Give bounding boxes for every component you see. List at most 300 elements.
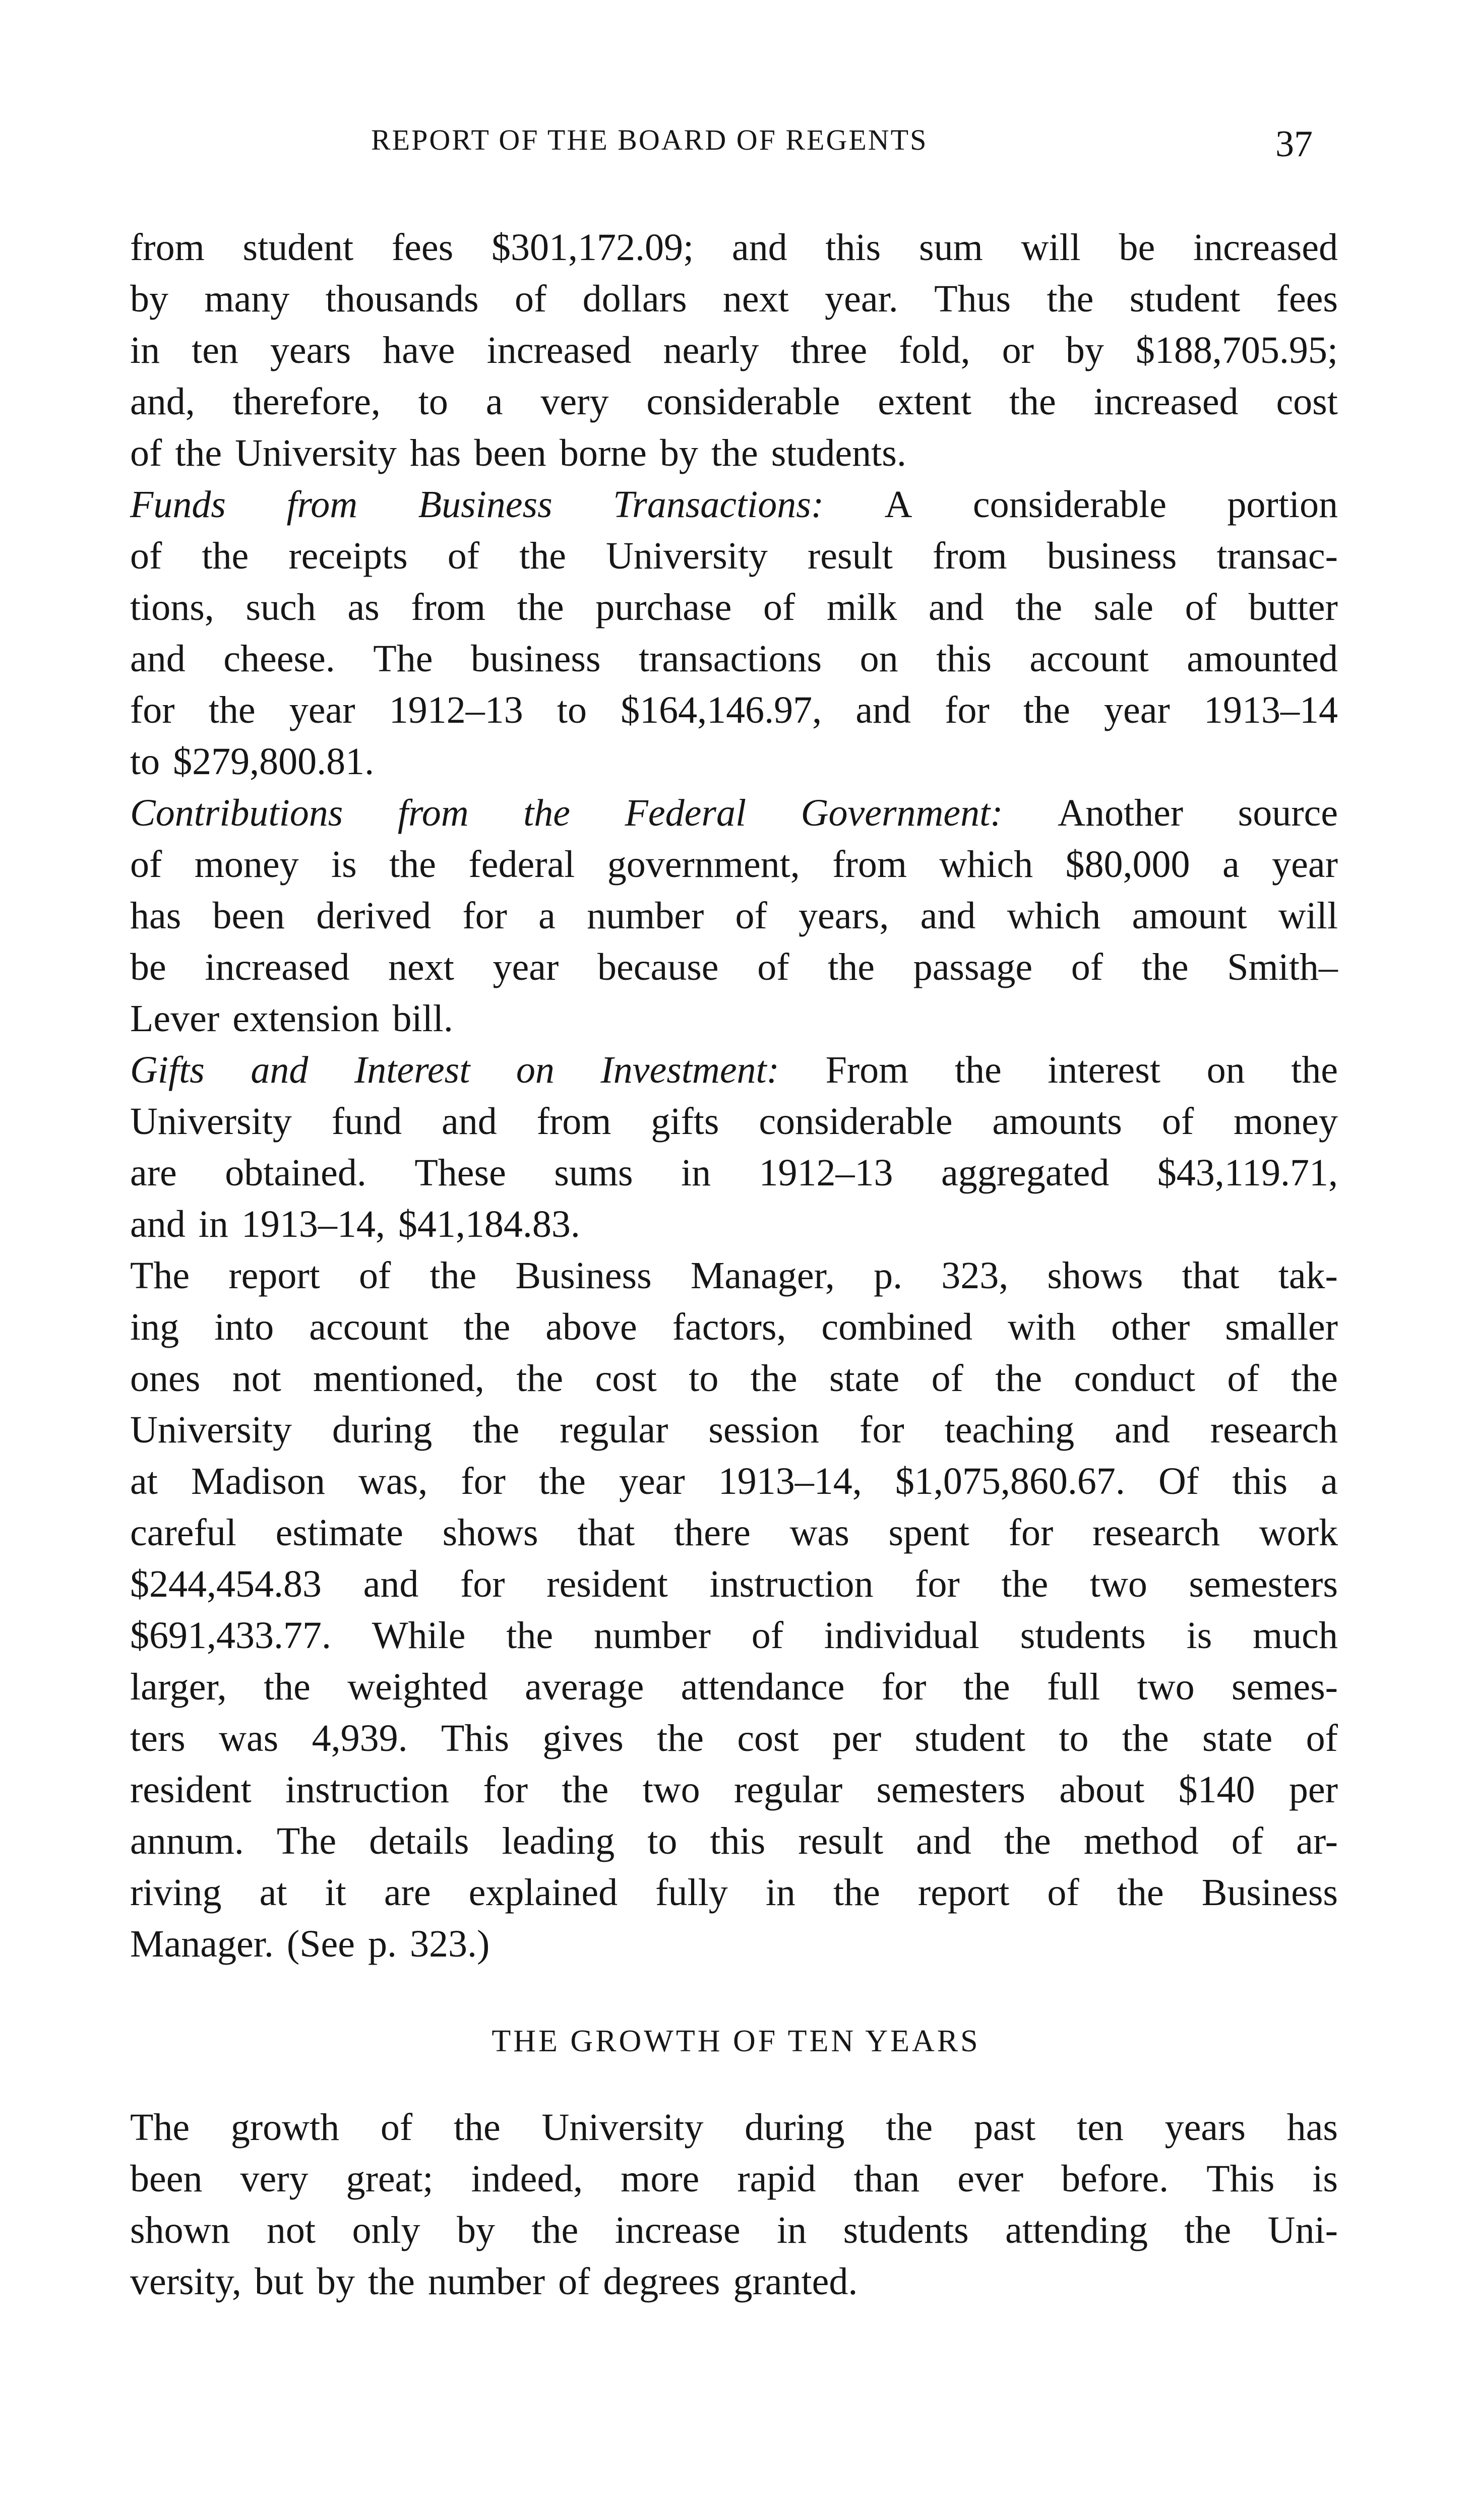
word: method: [1083, 1820, 1199, 1862]
word: from: [832, 843, 907, 886]
word: riving: [130, 1871, 222, 1914]
word: session: [708, 1409, 819, 1451]
italic-word: Investment:: [600, 1049, 779, 1091]
italic-word: Gifts: [130, 1049, 205, 1091]
word: Thus: [934, 278, 1011, 320]
word: are: [384, 1871, 431, 1914]
word: to: [689, 1357, 719, 1400]
text-line: [130, 839, 1338, 890]
word: extent: [878, 381, 971, 423]
word: is: [1186, 1614, 1212, 1657]
word: 323.): [409, 1923, 490, 1965]
word: be: [130, 946, 166, 988]
word: the: [1291, 1357, 1338, 1400]
word: business: [470, 638, 601, 680]
word: University: [130, 1100, 292, 1143]
word: from: [130, 226, 205, 269]
word: 1913–14,: [718, 1460, 862, 1502]
word: number: [593, 1614, 711, 1657]
word: passage: [913, 946, 1033, 988]
word: been: [474, 432, 546, 474]
word: business: [1047, 535, 1177, 577]
word: to: [418, 381, 448, 423]
word: ones: [130, 1357, 201, 1400]
word: not: [266, 2209, 316, 2251]
word: A: [884, 483, 912, 526]
word: it: [325, 1871, 346, 1914]
word: purchase: [595, 586, 732, 628]
word: and: [130, 638, 186, 680]
word: derived: [316, 895, 432, 937]
word: the: [954, 1049, 1002, 1091]
word: 1913–14: [1203, 689, 1338, 731]
word: and: [442, 1100, 497, 1143]
text-line: [130, 427, 1338, 479]
word: resident: [546, 1563, 668, 1605]
word: explained: [468, 1871, 618, 1914]
word: such: [246, 586, 316, 628]
word: degrees: [603, 2260, 720, 2303]
word: at: [130, 1460, 158, 1502]
word: about: [1059, 1769, 1145, 1811]
word: increased: [1093, 381, 1239, 423]
word: this: [710, 1820, 766, 1862]
word: are: [130, 1152, 177, 1194]
word: the: [208, 689, 256, 731]
text-line: [130, 582, 1338, 633]
text-line: [130, 2256, 1338, 2307]
text-line: [130, 1250, 1338, 1301]
word: the: [1023, 689, 1070, 731]
word: was,: [358, 1460, 428, 1502]
word: interest: [1048, 1049, 1160, 1091]
word: receipts: [288, 535, 408, 577]
word: during: [332, 1409, 433, 1451]
word: the: [519, 535, 566, 577]
word: that: [1182, 1254, 1240, 1297]
word: will: [1278, 895, 1338, 937]
word: average: [525, 1666, 644, 1708]
word: mentioned,: [313, 1357, 484, 1400]
word: the: [368, 2260, 415, 2303]
word: the: [517, 586, 564, 628]
word: in: [777, 2209, 807, 2251]
word: ar-: [1296, 1820, 1338, 1862]
word: and,: [130, 381, 195, 423]
word: $140: [1178, 1769, 1255, 1811]
word: per: [1289, 1769, 1338, 1811]
word: was: [789, 1511, 849, 1554]
text-line: [130, 2153, 1338, 2204]
section-heading: THE GROWTH OF TEN YEARS: [492, 2024, 980, 2058]
word: The: [373, 638, 433, 680]
word: by: [130, 278, 168, 320]
word: considerable: [759, 1100, 953, 1143]
word: for: [461, 1460, 506, 1502]
word: from: [536, 1100, 611, 1143]
word: semesters: [876, 1769, 1025, 1811]
word: from: [932, 535, 1007, 577]
word: the: [657, 1717, 704, 1759]
word: considerable: [646, 381, 840, 423]
text-line: [130, 2102, 1338, 2153]
word: at: [259, 1871, 287, 1914]
word: federal: [468, 843, 575, 886]
word: and: [731, 226, 787, 269]
word: for: [130, 689, 175, 731]
word: to: [647, 1820, 678, 1862]
word: by: [659, 432, 698, 474]
italic-word: Funds: [130, 483, 226, 526]
word: a: [538, 895, 556, 937]
word: the: [886, 2106, 933, 2149]
word: $188,705.95;: [1135, 329, 1338, 371]
word: students.: [771, 432, 906, 474]
text-line: [130, 736, 1338, 787]
word: the: [531, 2209, 579, 2251]
word: regular: [560, 1409, 668, 1451]
word: gives: [542, 1717, 624, 1759]
word: weighted: [347, 1666, 488, 1708]
word: the: [562, 1769, 609, 1811]
word: individual: [824, 1614, 979, 1657]
word: the: [1015, 586, 1063, 628]
word: attendance: [681, 1666, 845, 1708]
word: and: [916, 1820, 971, 1862]
word: in: [681, 1152, 711, 1194]
text-line: [130, 479, 1338, 530]
word: of: [751, 1614, 784, 1657]
word: $691,433.77.: [130, 1614, 331, 1657]
word: Smith–: [1227, 946, 1338, 988]
word: is: [1312, 2158, 1338, 2200]
text-line: [130, 1044, 1338, 1096]
word: very: [540, 381, 609, 423]
word: the: [506, 1614, 554, 1657]
word: is: [331, 843, 357, 886]
word: the: [1004, 1820, 1051, 1862]
word: only: [352, 2209, 420, 2251]
italic-word: the: [523, 792, 570, 834]
word: for: [915, 1563, 960, 1605]
word: semesters: [1189, 1563, 1338, 1605]
word: and: [928, 586, 984, 628]
word: shows: [442, 1511, 538, 1554]
word: to: [1059, 1717, 1089, 1759]
word: research: [1210, 1409, 1338, 1451]
word: but: [254, 2260, 304, 2303]
word: the: [472, 1409, 520, 1451]
word: versity,: [130, 2260, 241, 2303]
word: very: [240, 2158, 309, 2200]
word: ten: [192, 329, 238, 371]
word: than: [853, 2158, 920, 2200]
word: portion: [1227, 483, 1338, 526]
word: the: [1009, 381, 1056, 423]
word: there: [674, 1511, 751, 1554]
word: cost: [595, 1357, 657, 1400]
word: students: [1020, 1614, 1146, 1657]
word: and: [855, 689, 911, 731]
word: year: [289, 689, 355, 731]
word: from: [411, 586, 486, 628]
word: of: [514, 278, 547, 320]
word: which: [939, 843, 1033, 886]
running-title: REPORT OF THE BOARD OF REGENTS: [371, 123, 928, 156]
word: of: [1306, 1717, 1338, 1759]
word: the: [1122, 1717, 1169, 1759]
word: in: [198, 1203, 228, 1245]
word: been: [130, 2158, 203, 2200]
word: growth: [230, 2106, 340, 2149]
word: University: [235, 432, 397, 474]
word: indeed,: [471, 2158, 583, 2200]
word: considerable: [972, 483, 1167, 526]
word: much: [1253, 1614, 1338, 1657]
running-head: [0, 120, 1472, 165]
word: years,: [799, 895, 889, 937]
word: year: [619, 1460, 685, 1502]
word: estimate: [275, 1511, 403, 1554]
word: the: [1184, 2209, 1232, 2251]
word: The: [130, 1254, 190, 1297]
word: the: [833, 1871, 880, 1914]
word: nearly: [663, 329, 759, 371]
italic-word: Federal: [625, 792, 747, 834]
word: for: [945, 689, 990, 731]
word: of: [757, 946, 789, 988]
word: for: [1008, 1511, 1054, 1554]
word: amount: [1132, 895, 1247, 937]
text-line: [130, 1456, 1338, 1507]
word: instruction: [709, 1563, 874, 1605]
word: $279,800.81.: [173, 740, 375, 783]
word: the: [1047, 278, 1094, 320]
italic-word: Interest: [354, 1049, 470, 1091]
word: cheese.: [223, 638, 335, 680]
word: fund: [331, 1100, 402, 1143]
word: transac-: [1216, 535, 1338, 577]
word: conduct: [1074, 1357, 1196, 1400]
word: $1,075,860.67.: [895, 1460, 1125, 1502]
word: or: [1002, 329, 1034, 371]
text-line: [130, 222, 1338, 273]
word: a: [485, 381, 503, 423]
text-line: [130, 787, 1338, 839]
word: the: [463, 1306, 511, 1348]
word: number: [427, 2260, 545, 2303]
word: have: [383, 329, 455, 371]
text-line: [130, 1199, 1338, 1250]
word: leading: [502, 1820, 615, 1862]
word: for: [881, 1666, 927, 1708]
word: of: [130, 432, 162, 474]
word: cost: [737, 1717, 799, 1759]
word: of: [931, 1357, 963, 1400]
word: shown: [130, 2209, 230, 2251]
word: report: [228, 1254, 320, 1297]
word: number: [587, 895, 704, 937]
word: The: [130, 2106, 190, 2149]
word: the: [202, 535, 249, 577]
text-line: [130, 1815, 1338, 1867]
word: p.: [367, 1923, 397, 1965]
word: result: [807, 535, 893, 577]
text-line: [130, 1404, 1338, 1456]
word: before.: [1061, 2158, 1169, 2200]
text-line: [130, 325, 1338, 376]
italic-word: on: [516, 1049, 555, 1091]
italic-word: Government:: [801, 792, 1003, 834]
word: sum: [919, 226, 983, 269]
word: spent: [888, 1511, 969, 1554]
word: because: [597, 946, 719, 988]
word: which: [1007, 895, 1101, 937]
word: resident: [130, 1769, 252, 1811]
word: thousands: [325, 278, 479, 320]
word: was: [219, 1717, 279, 1759]
word: fully: [655, 1871, 728, 1914]
word: next: [722, 278, 789, 320]
text-line: [130, 684, 1338, 736]
word: rapid: [737, 2158, 816, 2200]
word: Lever: [130, 997, 220, 1040]
body-text: [130, 222, 1338, 1970]
word: and: [363, 1563, 419, 1605]
word: This: [441, 1717, 510, 1759]
word: two: [1137, 1666, 1195, 1708]
word: $43,119.71,: [1157, 1152, 1338, 1194]
word: of: [1227, 1357, 1259, 1400]
word: the: [711, 432, 758, 474]
word: next: [388, 946, 454, 988]
word: fees: [1276, 278, 1338, 320]
page-number: 37: [1275, 123, 1313, 165]
word: of: [558, 2260, 590, 2303]
word: $164,146.97,: [621, 689, 822, 731]
word: to: [130, 740, 160, 783]
text-line: [130, 1764, 1338, 1815]
word: annum.: [130, 1820, 244, 1862]
word: details: [369, 1820, 469, 1862]
italic-word: from: [286, 483, 358, 526]
word: of: [358, 1254, 391, 1297]
word: government,: [607, 843, 800, 886]
word: the: [750, 1357, 798, 1400]
word: this: [825, 226, 881, 269]
word: year: [1104, 689, 1170, 731]
word: report: [917, 1871, 1010, 1914]
word: careful: [130, 1511, 236, 1554]
word: during: [745, 2106, 845, 2149]
word: account: [1029, 638, 1149, 680]
word: smaller: [1225, 1306, 1338, 1348]
word: p.: [874, 1254, 903, 1297]
word: great;: [346, 2158, 434, 2200]
text-line: [130, 941, 1338, 993]
word: fold,: [899, 329, 970, 371]
word: on: [1206, 1049, 1245, 1091]
word: University: [606, 535, 768, 577]
word: The: [276, 1820, 337, 1862]
word: for: [462, 895, 507, 937]
word: transactions: [639, 638, 822, 680]
word: These: [414, 1152, 506, 1194]
word: result: [798, 1820, 884, 1862]
text-line: [130, 1558, 1338, 1610]
word: instruction: [285, 1769, 450, 1811]
word: has: [1286, 2106, 1338, 2149]
word: the: [539, 1460, 586, 1502]
word: regular: [733, 1769, 843, 1811]
word: full: [1047, 1666, 1100, 1708]
word: cost: [1276, 381, 1338, 423]
text-line: [130, 530, 1338, 582]
word: bill.: [392, 997, 453, 1040]
word: 4,939.: [312, 1717, 408, 1759]
word: past: [973, 2106, 1036, 2149]
text-line: [130, 1867, 1338, 1918]
word: students: [843, 2209, 969, 2251]
word: $244,454.83: [130, 1563, 322, 1605]
word: amounted: [1187, 638, 1338, 680]
word: for: [483, 1769, 528, 1811]
word: year: [1272, 843, 1338, 886]
italic-word: and: [251, 1049, 309, 1091]
word: many: [204, 278, 290, 320]
word: fees: [391, 226, 454, 269]
word: larger,: [130, 1666, 227, 1708]
word: tions,: [130, 586, 214, 628]
word: milk: [826, 586, 897, 628]
word: combined: [821, 1306, 973, 1348]
word: years: [1164, 2106, 1246, 2149]
word: aggregated: [941, 1152, 1110, 1194]
word: the: [963, 1666, 1010, 1708]
word: a: [1321, 1460, 1338, 1502]
word: in: [130, 329, 160, 371]
word: of: [1071, 946, 1103, 988]
word: the: [389, 843, 436, 886]
word: student: [914, 1717, 1026, 1759]
word: for: [460, 1563, 505, 1605]
text-line: [130, 1147, 1338, 1199]
word: of: [1047, 1871, 1079, 1914]
word: and: [920, 895, 976, 937]
word: and: [1115, 1409, 1170, 1451]
word: will: [1021, 226, 1081, 269]
word: Manager,: [690, 1254, 835, 1297]
text-line: [130, 1918, 1338, 1970]
word: 1912–13: [389, 689, 523, 731]
word: by: [1065, 329, 1104, 371]
word: and: [130, 1203, 186, 1245]
text-line: [130, 2204, 1338, 2256]
word: state: [1202, 1717, 1273, 1759]
text-line: [130, 1661, 1338, 1713]
word: semes-: [1231, 1666, 1338, 1708]
text-line: [130, 633, 1338, 684]
word: $301,172.09;: [491, 226, 694, 269]
word: by: [456, 2209, 495, 2251]
text-line: [130, 1353, 1338, 1404]
word: therefore,: [232, 381, 381, 423]
word: butter: [1248, 586, 1338, 628]
word: years: [270, 329, 351, 371]
word: Manager.: [130, 1923, 274, 1965]
word: by: [317, 2260, 355, 2303]
word: of: [380, 2106, 413, 2149]
